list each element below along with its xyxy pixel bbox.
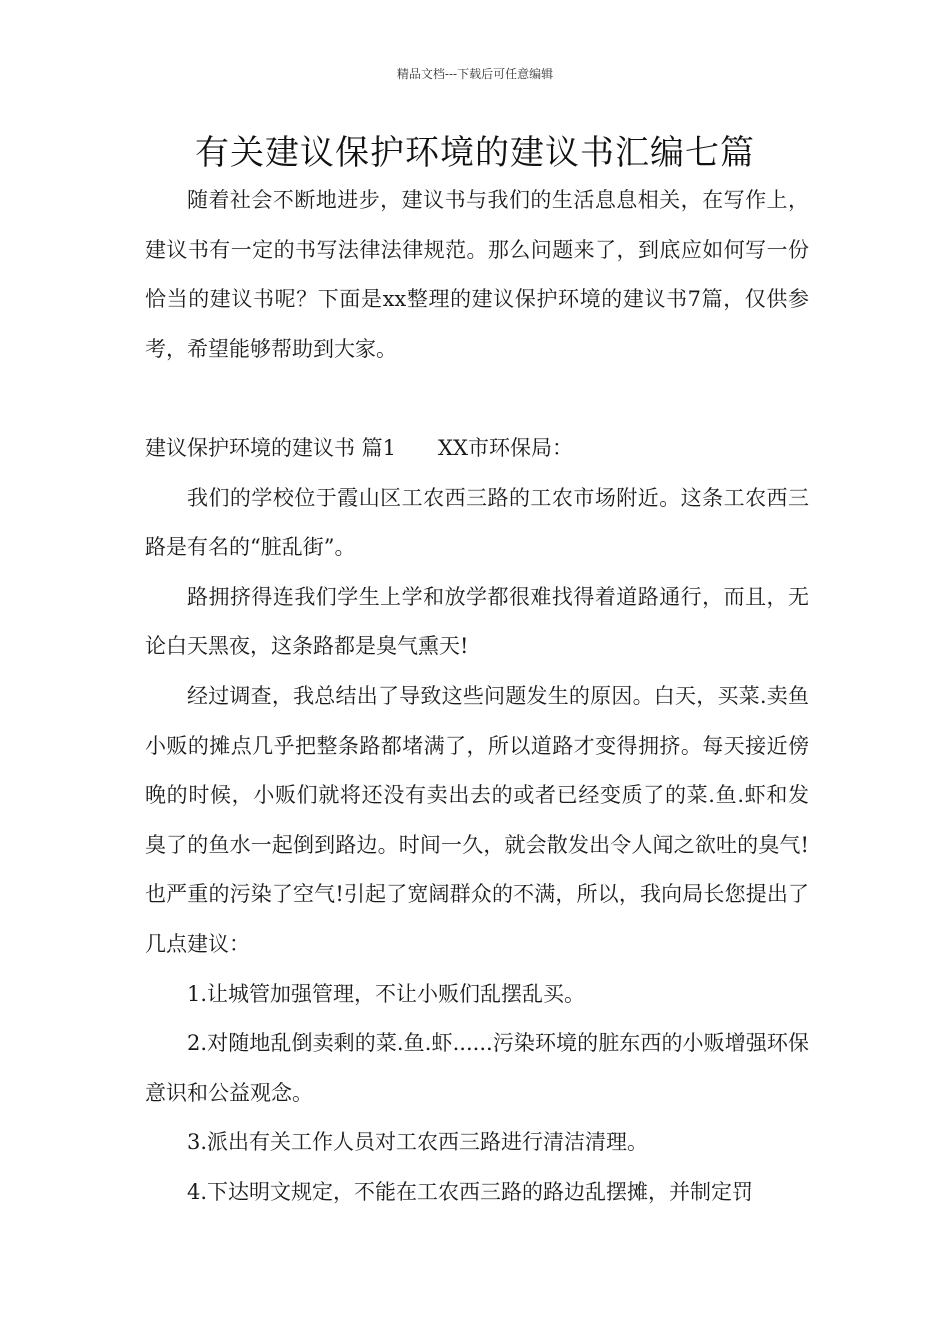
body-paragraph: 路拥挤得连我们学生上学和放学都很难找得着道路通行，而且，无论白天黑夜，这条路都是臭气熏天! <box>145 584 809 659</box>
blank-line <box>145 374 809 424</box>
body-paragraph: 我们的学校位于霞山区工农西三路的工农市场附近。这条工农西三路是有名的“脏乱街”。 <box>145 485 809 560</box>
page-header: 精品文档---下载后可任意编辑 <box>396 67 554 81</box>
suggestion-item: 3.派出有关工作人员对工农西三路进行清洁清理。 <box>187 1130 649 1155</box>
body-paragraph: 经过调查，我总结出了导致这些问题发生的原因。白天，买菜.卖鱼小贩的摊点几乎把整条路都堵满了，所以道路才变得拥挤。每天接近傍晚的时候，小贩们就将还没有卖出去的或者已经变质了的菜.鱼.虾和发臭了的鱼水一起倒到路边。时间一久，就会散发出令人闻之欲吐的臭气!也严重的污染了空气!引起了宽阔群众的不满，所以，我向局长您提出了几点建议： <box>145 683 809 956</box>
addressee: XX市环保局： <box>438 435 573 460</box>
suggestion-item: 2.对随地乱倒卖剩的菜.鱼.虾......污染环境的脏东西的小贩增强环保意识和公益观念。 <box>145 1031 809 1105</box>
intro-paragraph: 随着社会不断地进步，建议书与我们的生活息息相关，在写作上，建议书有一定的书写法律法律规范。那么问题来了，到底应如何写一份恰当的建议书呢？下面是xx整理的建议保护环境的建议书7篇，仅供参考，希望能够帮助到大家。 <box>145 188 809 361</box>
suggestion-item: 4.下达明文规定，不能在工农西三路的路边乱摆摊，并制定罚 <box>187 1179 754 1204</box>
section-heading-line <box>145 424 809 474</box>
suggestion-item: 1.让城管加强管理，不让小贩们乱摆乱买。 <box>187 981 586 1006</box>
document-body <box>145 176 809 1217</box>
section-heading: 建议保护环境的建议书 篇1 <box>145 435 397 460</box>
document-title: 有关建议保护环境的建议书汇编七篇 <box>195 133 755 173</box>
